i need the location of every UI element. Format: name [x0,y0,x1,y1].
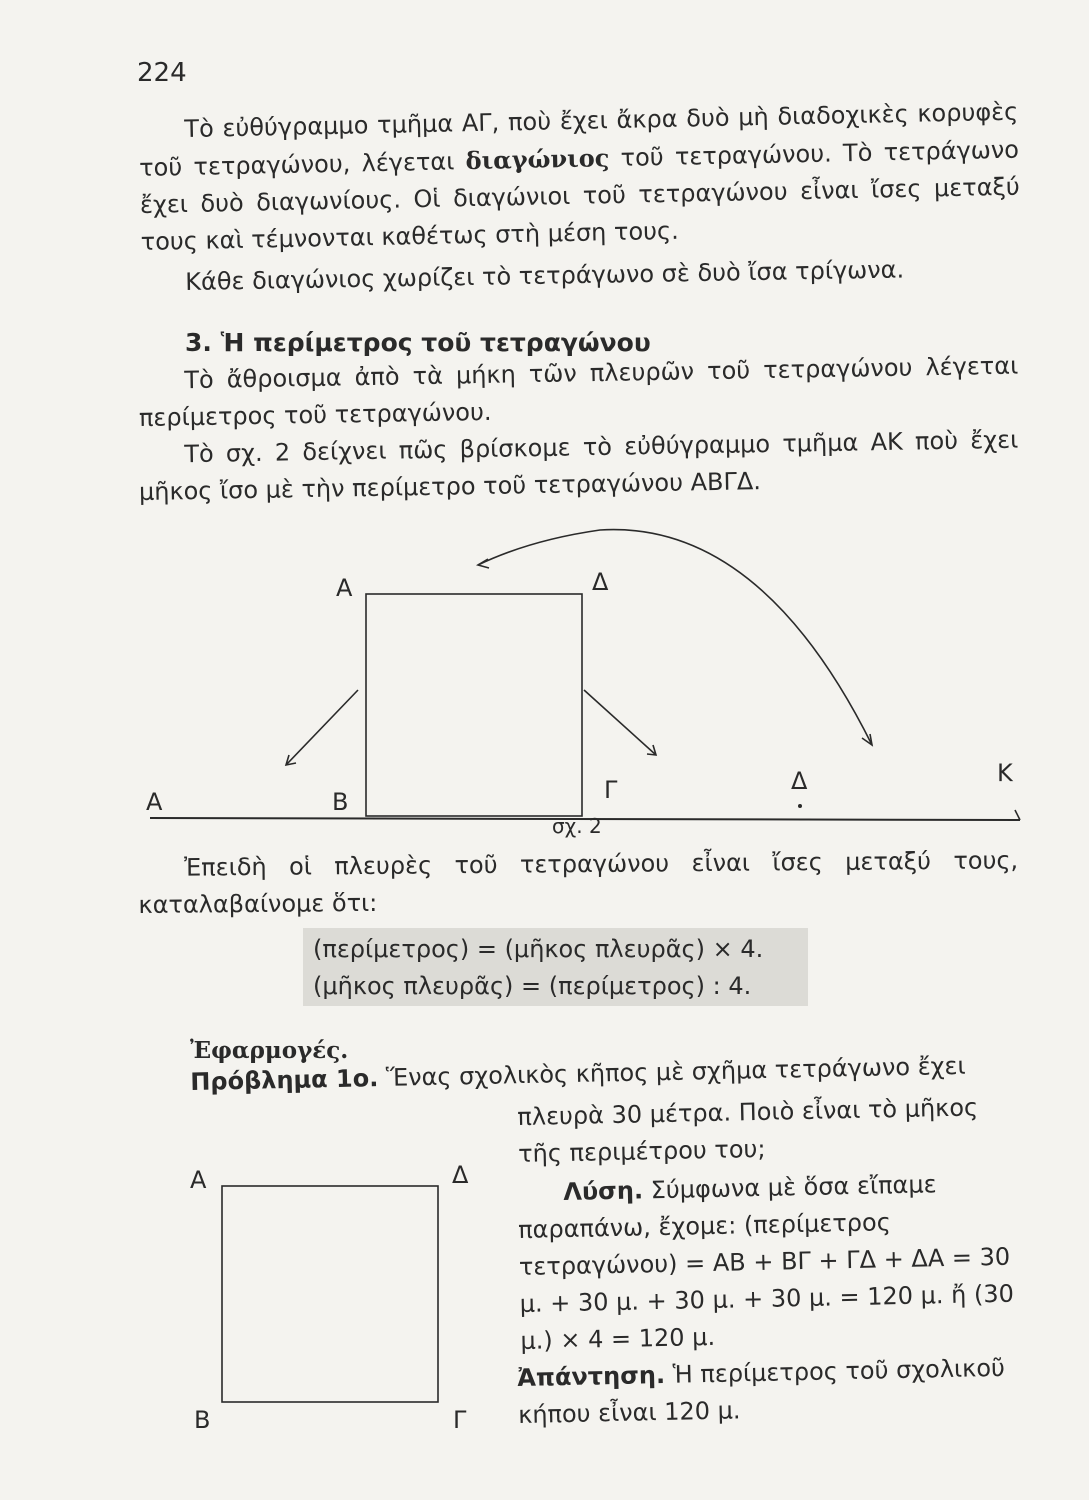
intro-line2: τοῦ τετραγώνου. Τὸ τετράγωνο ἔχει δυὸ διαγωνίους. Οἱ διαγώνιοι τοῦ τετραγώνου εἶναι ἴσες μεταξύ τους καὶ τέμνονται καθέτως στὴ μέση τους. [139,135,1021,256]
fig3-label-a: Α [190,1166,207,1194]
answer [517,1349,1028,1434]
intro-line3: Κάθε διαγώνιος χωρίζει τὸ τετράγωνο σὲ δυὸ ἴσα τρίγωνα. [185,255,905,296]
figure-reference-text: Τὸ σχ. 2 δείχνει πῶς βρίσκομε τὸ εὐθύγραμμο τμῆμα ΑΚ ποὺ ἔχει μῆκος ἴσο μὲ τὴν περίμετρο τοῦ τετραγώνου ΑΒΓΔ. [138,425,1019,506]
page-number: 224 [137,58,187,88]
solution-text: Σύμφωνα μὲ ὅσα εἴπαμε παραπάνω, ἔχομε: (περίμετρος τετραγώνου) = ΑΒ + ΒΓ + ΓΔ + ΔΑ = 30 μ. + 30 μ. + 30 μ. + 30 μ. = 120 μ. ἤ (30 μ.) × 4 = 120 μ. [517,1170,1015,1355]
problem-continued: πλευρὰ 30 μέτρα. Ποιὸ εἶναι τὸ μῆκος τῆς περιμέτρου του; [517,1093,979,1168]
point-d-mark [798,804,802,808]
fig3-label-b: Β [194,1406,211,1434]
intro-line1: Τὸ εὐθύγραμμο τμῆμα ΑΓ, ποὺ ἔχει ἄκρα δυὸ μὴ διαδοχικὲς κορυφὲς τοῦ τετραγώνου, λέγεται [138,97,1019,182]
solution-label: Λύση. [563,1176,644,1207]
arrow-left [286,690,358,765]
label-d-line: Δ [791,767,808,795]
square-abgd [366,594,582,816]
answer-text: Ἡ περίμετρος τοῦ σχολικοῦ κήπου εἶναι 120 μ. [517,1353,1006,1429]
figure-2-caption: σχ. 2 [552,814,602,838]
formula-side: (μῆκος πλευρᾶς) = (περίμετρος) : 4. [313,972,752,1000]
label-d-top: Δ [592,568,609,596]
label-a-top: Α [336,574,353,602]
label-a-line: Α [146,788,163,816]
fig3-label-g: Γ [453,1406,467,1434]
label-k-line: Κ [997,759,1013,787]
since-text: Ἐπειδὴ οἱ πλευρὲς τοῦ τετραγώνου εἶναι ἴσες μεταξύ τους, καταλαβαίνομε ὅτι: [138,846,1019,919]
solution [517,1164,1031,1360]
term-diagonal: διαγώνιος [465,143,610,176]
section-heading: 3. Ἡ περίμετρος τοῦ τετραγώνου [185,328,651,357]
fig3-label-d: Δ [452,1161,469,1189]
label-b-line: Β [332,788,349,816]
perimeter-definition-text: Τὸ ἄθροισμα ἀπὸ τὰ μήκη τῶν πλευρῶν τοῦ τετραγώνου λέγεται περίμετρος τοῦ τετραγώνου. [138,351,1019,432]
arrow-arc [478,530,872,745]
problem-text-start: Ἕνας σχολικὸς κῆπος μὲ σχῆμα τετράγωνο ἔχει [385,1051,966,1092]
arrow-right [584,690,656,755]
formula-box [303,928,808,1006]
garden-square [222,1186,438,1402]
answer-label: Ἀπάντηση. [517,1360,666,1392]
k-tick [1015,810,1020,820]
problem-label: Πρόβλημα 1ο. [190,1064,379,1096]
formula-perimeter: (περίμετρος) = (μῆκος πλευρᾶς) × 4. [313,935,764,963]
since-paragraph [138,842,1019,924]
label-g-line: Γ [604,776,618,804]
applications-heading: Ἐφαρμογές. [190,1037,349,1064]
